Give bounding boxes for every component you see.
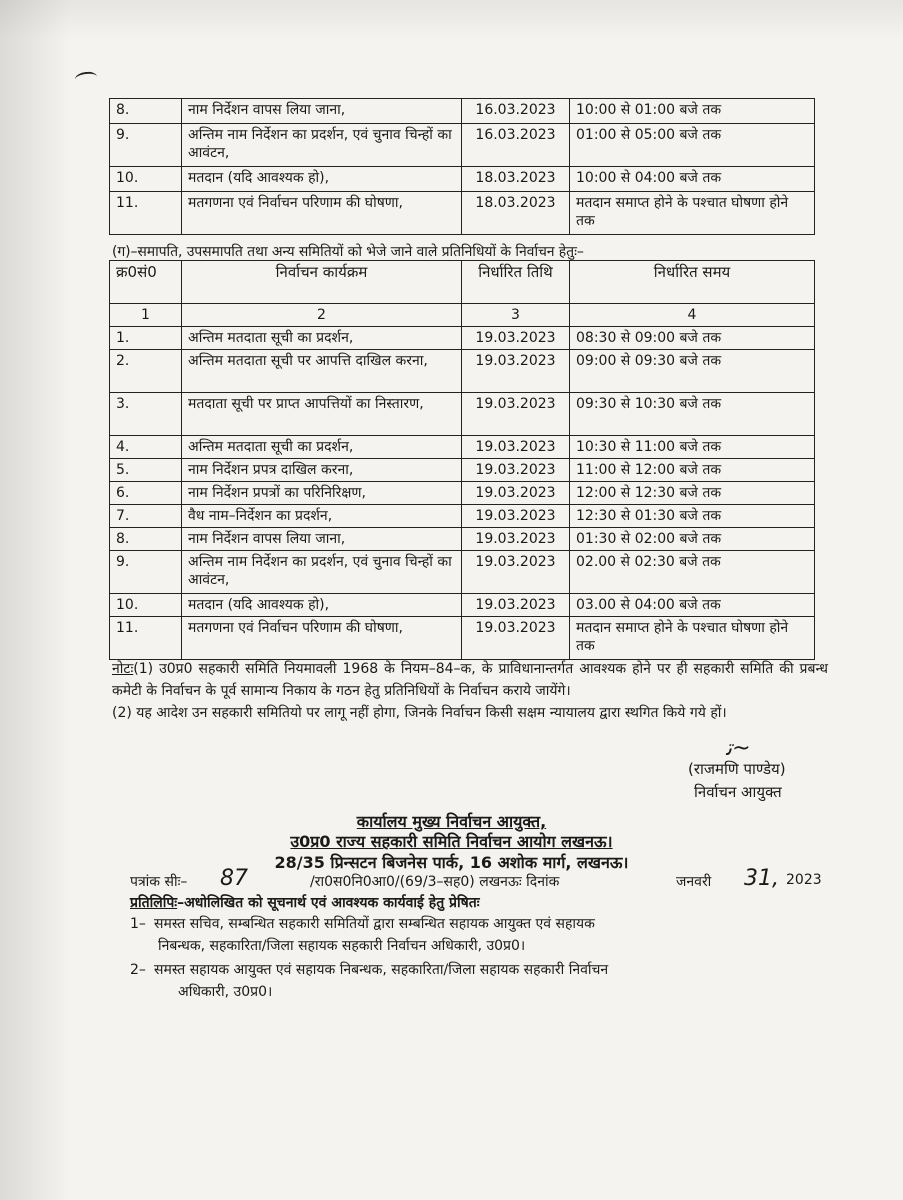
date-cell: 19.03.2023 <box>462 617 570 660</box>
date-cell: 16.03.2023 <box>462 124 570 167</box>
serial-cell: 8. <box>110 99 182 124</box>
table-row <box>110 459 815 482</box>
schedule-table <box>109 260 815 660</box>
column-number: 3 <box>462 304 570 327</box>
reference-day: 31, <box>744 866 779 891</box>
time-cell: 10:00 से 01:00 बजे तक <box>570 99 815 124</box>
serial-cell: 5. <box>110 459 182 482</box>
header-activity: निर्वाचन कार्यक्रम <box>182 261 462 304</box>
serial-cell: 8. <box>110 528 182 551</box>
reference-year: 2023 <box>786 872 822 888</box>
table-row <box>110 167 815 192</box>
serial-cell: 2. <box>110 350 182 393</box>
office-address: 28/35 प्रिन्सटन बिजनेस पार्क, 16 अशोक मार्ग, लखनऊ। <box>274 853 629 872</box>
column-number: 1 <box>110 304 182 327</box>
reference-code: /रा0स0नि0आ0/(69/3–सह0) लखनऊः दिनांक <box>310 874 560 890</box>
date-cell: 19.03.2023 <box>462 327 570 350</box>
activity-cell: मतदान (यदि आवश्यक हो), <box>182 167 462 192</box>
time-cell: 09:00 से 09:30 बजे तक <box>570 350 815 393</box>
note-label: नोटः <box>112 661 134 677</box>
date-cell: 19.03.2023 <box>462 436 570 459</box>
reference-number: 87 <box>220 866 248 891</box>
table-row <box>110 436 815 459</box>
date-cell: 19.03.2023 <box>462 350 570 393</box>
recipient-list <box>130 913 830 1005</box>
note-2: (2) यह आदेश उन सहकारी समितियो पर लागू नहीं होगा, जिनके निर्वाचन किसी सक्षम न्यायालय द्वारा स्थगित किये गये हों। <box>112 705 727 721</box>
time-cell: मतदान समाप्त होने के पश्चात घोषणा होने तक <box>570 192 815 235</box>
serial-cell: 10. <box>110 594 182 617</box>
activity-cell: नाम निर्देशन वापस लिया जाना, <box>182 99 462 124</box>
activity-cell: अन्तिम मतदाता सूची का प्रदर्शन, <box>182 436 462 459</box>
column-number: 4 <box>570 304 815 327</box>
serial-cell: 9. <box>110 124 182 167</box>
commission-name: उ0प्र0 राज्य सहकारी समिति निर्वाचन आयोग लखनऊ। <box>290 832 613 851</box>
serial-cell: 11. <box>110 617 182 660</box>
list-text: समस्त सचिव, सम्बन्धित सहकारी समितियों द्वारा सम्बन्धित सहायक आयुक्त एवं सहायक <box>154 916 595 932</box>
list-number: 1– <box>130 916 146 932</box>
header-date: निर्धारित तिथि <box>462 261 570 304</box>
activity-cell: अन्तिम मतदाता सूची पर आपत्ति दाखिल करना, <box>182 350 462 393</box>
date-cell: 16.03.2023 <box>462 99 570 124</box>
serial-cell: 4. <box>110 436 182 459</box>
table-row <box>110 327 815 350</box>
table-row <box>110 505 815 528</box>
list-item <box>130 959 830 1003</box>
activity-cell: नाम निर्देशन वापस लिया जाना, <box>182 528 462 551</box>
date-cell: 19.03.2023 <box>462 459 570 482</box>
activity-cell: अन्तिम नाम निर्देशन का प्रदर्शन, एवं चुनाव चिन्हों का आवंटन, <box>182 551 462 594</box>
serial-cell: 10. <box>110 167 182 192</box>
copy-label: प्रतिलिपिः <box>130 895 178 911</box>
serial-cell: 9. <box>110 551 182 594</box>
date-cell: 19.03.2023 <box>462 482 570 505</box>
office-line-2 <box>0 830 903 852</box>
serial-cell: 3. <box>110 393 182 436</box>
page-shadow-top <box>0 0 903 40</box>
table-row <box>110 350 815 393</box>
time-cell: 01:30 से 02:00 बजे तक <box>570 528 815 551</box>
section-heading: (ग)–समापति, उपसमापति तथा अन्य समितियों को भेजे जाने वाले प्रतिनिधियों के निर्वाचन हेतुः– <box>112 244 584 260</box>
activity-cell: मतगणना एवं निर्वाचन परिणाम की घोषणा, <box>182 192 462 235</box>
column-number-row <box>110 304 815 327</box>
office-line-1 <box>0 810 903 832</box>
header-serial: क्र0सं0 <box>110 261 182 304</box>
schedule-table-continued <box>109 98 815 235</box>
note-1 <box>112 658 828 702</box>
table-row <box>110 594 815 617</box>
list-item <box>130 913 830 957</box>
signatory-name: (राजमणि पाण्डेय) <box>688 760 786 778</box>
time-cell: 02.00 से 02:30 बजे तक <box>570 551 815 594</box>
date-cell: 19.03.2023 <box>462 528 570 551</box>
table-row <box>110 192 815 235</box>
reference-prefix: पत्रांक सीः– <box>130 874 188 890</box>
time-cell: 11:00 से 12:00 बजे तक <box>570 459 815 482</box>
date-cell: 19.03.2023 <box>462 393 570 436</box>
activity-cell: मतदाता सूची पर प्राप्त आपत्तियों का निस्तारण, <box>182 393 462 436</box>
date-cell: 19.03.2023 <box>462 505 570 528</box>
time-cell: 10:00 से 04:00 बजे तक <box>570 167 815 192</box>
time-cell: 12:30 से 01:30 बजे तक <box>570 505 815 528</box>
serial-cell: 1. <box>110 327 182 350</box>
reference-month: जनवरी <box>676 874 712 890</box>
copy-text: –अधोलिखित को सूचनार्थ एवं आवश्यक कार्यवाई हेतु प्रेषितः <box>177 895 480 911</box>
signatory-designation: निर्वाचन आयुक्त <box>694 783 782 801</box>
time-cell: 01:00 से 05:00 बजे तक <box>570 124 815 167</box>
list-text: निबन्धक, सहकारिता/जिला सहायक सहकारी निर्वाचन अधिकारी, उ0प्र0। <box>158 938 526 954</box>
activity-cell: अन्तिम मतदाता सूची का प्रदर्शन, <box>182 327 462 350</box>
copy-to-heading <box>130 893 480 912</box>
activity-cell: नाम निर्देशन प्रपत्रों का परिनिरिक्षण, <box>182 482 462 505</box>
notes-block <box>112 658 828 724</box>
date-cell: 18.03.2023 <box>462 192 570 235</box>
table-row <box>110 482 815 505</box>
list-text: समस्त सहायक आयुक्त एवं सहायक निबन्धक, सहकारिता/जिला सहायक सहकारी निर्वाचन <box>154 962 609 978</box>
table-row <box>110 528 815 551</box>
time-cell: 09:30 से 10:30 बजे तक <box>570 393 815 436</box>
activity-cell: मतदान (यदि आवश्यक हो), <box>182 594 462 617</box>
serial-cell: 11. <box>110 192 182 235</box>
time-cell: 12:00 से 12:30 बजे तक <box>570 482 815 505</box>
column-number: 2 <box>182 304 462 327</box>
activity-cell: वैध नाम–निर्देशन का प्रदर्शन, <box>182 505 462 528</box>
activity-cell: अन्तिम नाम निर्देशन का प्रदर्शन, एवं चुनाव चिन्हों का आवंटन, <box>182 124 462 167</box>
date-cell: 19.03.2023 <box>462 594 570 617</box>
serial-cell: 7. <box>110 505 182 528</box>
signature-mark: ﺗ~ <box>726 736 751 761</box>
table-row <box>110 617 815 660</box>
date-cell: 19.03.2023 <box>462 551 570 594</box>
time-cell: 10:30 से 11:00 बजे तक <box>570 436 815 459</box>
activity-cell: नाम निर्देशन प्रपत्र दाखिल करना, <box>182 459 462 482</box>
activity-cell: मतगणना एवं निर्वाचन परिणाम की घोषणा, <box>182 617 462 660</box>
note-1-text: (1) उ0प्र0 सहकारी समिति नियमावली 1968 के नियम–84–क, के प्राविधानान्तर्गत आवश्यक होने पर ही सहकारी समिति की प्रबन्ध कमेटी के निर्वाचन के पूर्व सामान्य निकाय के गठन हेतु प्रतिनिधियों के निर्वाचन कराये जायेंगे। <box>112 661 828 699</box>
table-header-row <box>110 261 815 304</box>
table-row <box>110 124 815 167</box>
header-time: निर्धारित समय <box>570 261 815 304</box>
time-cell: 08:30 से 09:00 बजे तक <box>570 327 815 350</box>
table-row <box>110 99 815 124</box>
table-row <box>110 551 815 594</box>
table-row <box>110 393 815 436</box>
time-cell: मतदान समाप्त होने के पश्चात घोषणा होने तक <box>570 617 815 660</box>
list-text: अधिकारी, उ0प्र0। <box>178 984 273 1000</box>
serial-cell: 6. <box>110 482 182 505</box>
list-number: 2– <box>130 962 146 978</box>
date-cell: 18.03.2023 <box>462 167 570 192</box>
office-name: कार्यालय मुख्य निर्वाचन आयुक्त, <box>356 812 547 831</box>
page-shadow <box>0 0 70 1200</box>
pen-mark <box>74 71 97 86</box>
time-cell: 03.00 से 04:00 बजे तक <box>570 594 815 617</box>
